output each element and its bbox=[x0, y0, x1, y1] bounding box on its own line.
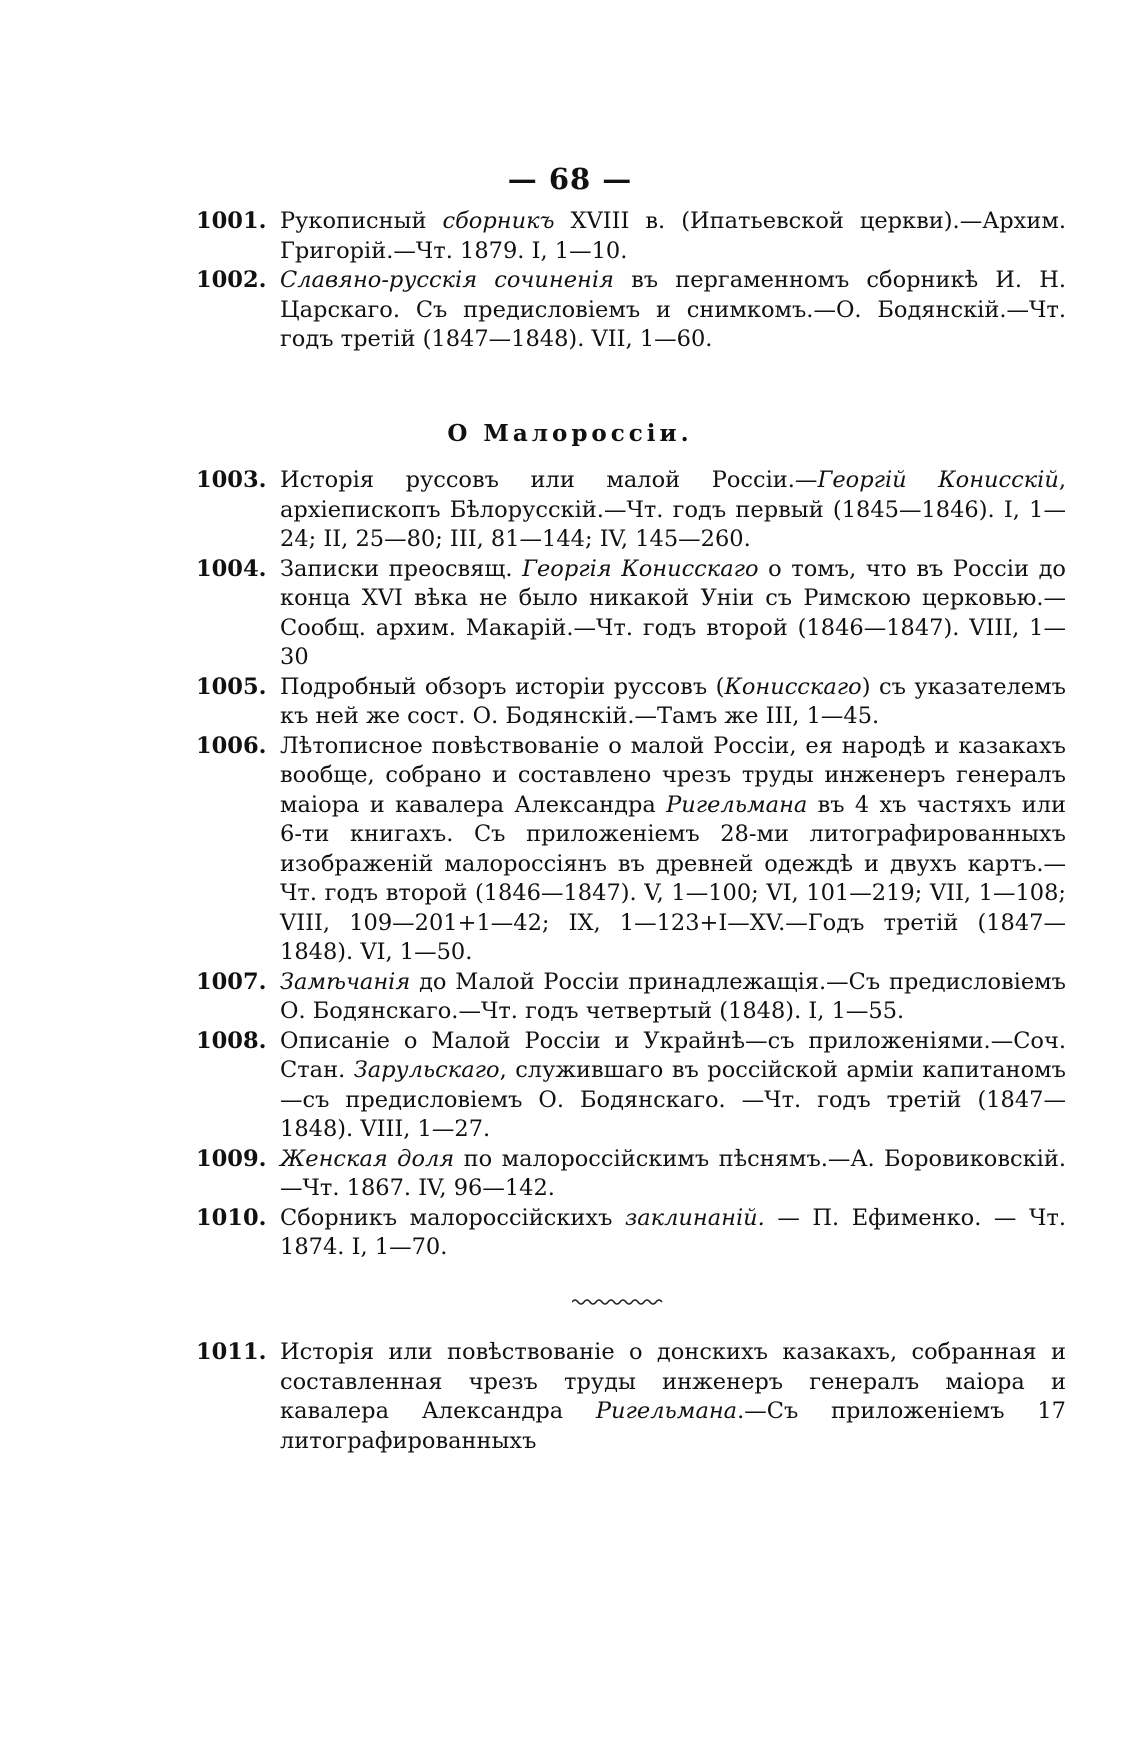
bibliography-entry bbox=[196, 555, 1066, 673]
entry-text bbox=[280, 968, 1066, 1027]
entry-italic-title: Ригельмана bbox=[666, 791, 808, 818]
entry-italic-title: заклинаній. bbox=[624, 1204, 765, 1231]
bibliography-entry bbox=[196, 732, 1066, 968]
entry-number: 1006. bbox=[196, 732, 267, 759]
bibliography-entry bbox=[196, 1204, 1066, 1263]
entry-text-part: Описаніе о Малой Россіи и Украйнѣ—съ приложеніями.—Соч. Стан. bbox=[280, 1027, 1066, 1083]
section-heading: О Малороссіи. bbox=[447, 420, 693, 447]
entry-text bbox=[280, 555, 1066, 673]
entry-italic-title: Ригельмана bbox=[595, 1398, 738, 1424]
bibliography-entry bbox=[196, 266, 1066, 355]
entry-text-part: ) съ указателемъ къ ней же сост. О. Бодянскій.—Тамъ же III, 1—45. bbox=[280, 673, 1066, 729]
entry-number: 1003. bbox=[196, 467, 267, 493]
entry-text bbox=[280, 673, 1066, 732]
entry-text bbox=[280, 1145, 1066, 1204]
entry-text bbox=[280, 266, 1066, 355]
entry-text-part: .—Съ приложеніемъ 17 литографированныхъ bbox=[280, 1398, 1066, 1454]
entry-italic-title: Славяно-русскія сочиненія bbox=[280, 267, 614, 293]
entry-text-part: Лѣтописное повѣствованіе о малой Россіи, ея народѣ и казакахъ вообще, собрано и составлено чрезъ труды инженеръ генералъ маіора и кавалера Александра bbox=[280, 732, 1066, 818]
bibliography-entry bbox=[196, 1145, 1066, 1204]
entry-number: 1009. bbox=[196, 1145, 267, 1172]
entry-number: 1004. bbox=[196, 555, 267, 582]
entry-text bbox=[280, 207, 1066, 266]
entry-number: 1005. bbox=[196, 673, 267, 700]
page-number: — 68 — bbox=[507, 162, 633, 196]
entry-text bbox=[280, 1204, 1066, 1263]
entry-text-part: XVIII в. (Ипатьевской церкви).—Архим. Григорій.—Чт. 1879. I, 1—10. bbox=[280, 208, 1066, 264]
entry-text bbox=[280, 1027, 1066, 1145]
bibliography-entry bbox=[196, 466, 1066, 555]
entry-number: 1001. bbox=[196, 208, 267, 234]
entry-italic-title: Зарульскаго bbox=[353, 1057, 500, 1083]
entry-number: 1010. bbox=[196, 1204, 267, 1231]
entry-text bbox=[280, 466, 1066, 555]
entry-text-part: Исторія руссовъ или малой Россіи.— bbox=[280, 467, 818, 493]
entry-italic-title: Георгія Конисскаго bbox=[522, 555, 759, 582]
bibliography-entry bbox=[196, 968, 1066, 1027]
entry-text-part: Подробный обзоръ исторіи руссовъ ( bbox=[280, 673, 725, 700]
entry-text-part: , служившаго въ россійской арміи капитаномъ—съ предисловіемъ О. Бодянскаго. —Чт. годъ третій (1847—1848). VIII, 1—27. bbox=[280, 1057, 1066, 1142]
entry-text-part: Рукописный bbox=[280, 208, 443, 234]
entry-text-part: Исторія или повѣствованіе о донскихъ казакахъ, собранная и составленная чрезъ труды инженеръ генералъ маіора и кавалера Александра bbox=[280, 1339, 1066, 1424]
entry-text-part: по малороссійскимъ пѣснямъ.—А. Боровиковскій.—Чт. 1867. IV, 96—142. bbox=[280, 1145, 1066, 1201]
entry-text bbox=[280, 732, 1066, 968]
bibliography-entry bbox=[196, 1027, 1066, 1145]
entries-top bbox=[196, 207, 1066, 355]
entry-text-part: Сборникъ малороссійскихъ bbox=[280, 1204, 625, 1231]
entry-text bbox=[280, 1338, 1066, 1456]
entry-text-part: въ пергаменномъ сборникѣ И. Н. Царскаго. Съ предисловіемъ и снимкомъ.—О. Бодянскій.—Чт. годъ третій (1847—1848). VII, 1—60. bbox=[280, 267, 1066, 352]
entry-number: 1008. bbox=[196, 1027, 267, 1054]
entry-italic-title: сборникъ bbox=[442, 208, 555, 234]
entry-italic-title: Конисскаго bbox=[724, 673, 862, 700]
entry-number: 1011. bbox=[196, 1339, 267, 1365]
bibliography-entry bbox=[196, 1338, 1066, 1456]
entry-number: 1007. bbox=[196, 968, 267, 995]
entry-text-part: , архіепископъ Бѣлорусскій.—Чт. годъ первый (1845—1846). I, 1—24; II, 25—80; III, 81—144; IV, 145—260. bbox=[280, 467, 1066, 552]
bibliography-entry bbox=[196, 673, 1066, 732]
bibliography-entry bbox=[196, 207, 1066, 266]
entry-text-part: о томъ, что въ Россіи до конца XVI вѣка не было никакой Уніи съ Римскою церковью.—Сообщ. архим. Макарій.—Чт. годъ второй (1846—1847). VIII, 1—30 bbox=[280, 555, 1066, 670]
entry-number: 1002. bbox=[196, 267, 267, 293]
entries-bottom bbox=[196, 1338, 1066, 1456]
wavy-divider bbox=[572, 1297, 664, 1307]
entries-malorossia bbox=[196, 466, 1066, 1263]
entry-text-part: въ 4 хъ частяхъ или 6-ти книгахъ. Съ приложеніемъ 28-ми литографированныхъ изображеній малороссіянъ въ древней одеждѣ и двухъ картъ.—Чт. годъ второй (1846—1847). V, 1—100; VI, 101—219; VII, 1—108; VIII, 109—201+1—42; IX, 1—123+I—XV.—Годъ третій (1847—1848). VI, 1—50. bbox=[280, 791, 1066, 965]
entry-italic-title: Замѣчанія bbox=[280, 968, 411, 995]
entry-text-part: — П. Ефименко. — Чт. 1874. I, 1—70. bbox=[280, 1204, 1066, 1260]
entry-italic-title: Женская доля bbox=[280, 1145, 455, 1172]
entry-text-part: до Малой Россіи принадлежащія.—Съ предисловіемъ О. Бодянскаго.—Чт. годъ четвертый (1848). I, 1—55. bbox=[280, 968, 1066, 1024]
entry-text-part: Записки преосвящ. bbox=[280, 555, 523, 582]
entry-italic-title: Георгій Конисскій bbox=[817, 467, 1059, 493]
